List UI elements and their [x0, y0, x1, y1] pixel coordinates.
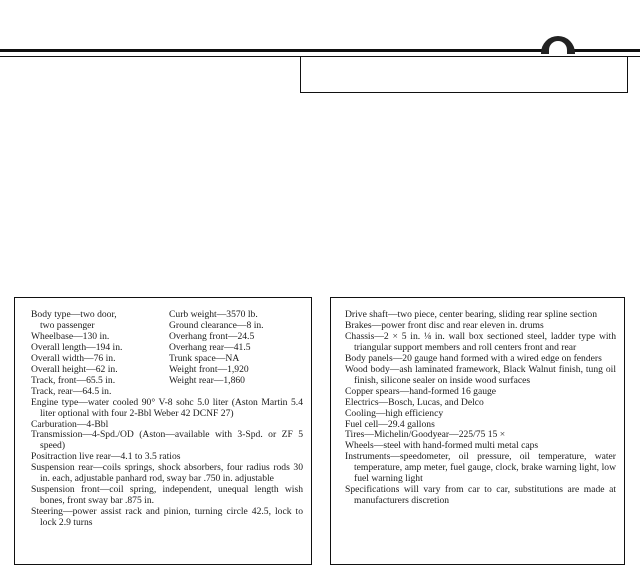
- spec-panel-left: [14, 297, 312, 565]
- spec-line: Wheelbase—130 in.: [31, 330, 110, 342]
- spec-item: Specifications will vary from car to car, substitutions are made at manufacturers discretion: [345, 484, 616, 507]
- spec-item: Fuel cell—29.4 gallons: [345, 418, 435, 430]
- spec-line: Overhang rear—41.5: [169, 341, 251, 353]
- spec-item: Chassis—2 × 5 in. ⅛ in. wall box sectioned steel, ladder type with triangular support members and roll centers front and rear: [345, 330, 616, 353]
- spec-line: Curb weight—3570 lb.: [169, 309, 258, 320]
- spec-item: Track, rear—64.5 in.: [31, 385, 112, 397]
- spec-item: Transmission—4-Spd./OD (Aston—available with 3-Spd. or ZF 5 speed): [31, 429, 303, 452]
- emblem-icon: [541, 36, 575, 54]
- dimension-column-right: [169, 310, 303, 387]
- spec-item: Engine type—water cooled 90° V-8 sohc 5.0 liter (Aston Martin 5.4 liter optional with four 2-Bbl Weber 42 DCNF 27): [31, 396, 303, 419]
- spec-item: Steering—power assist rack and pinion, turning circle 42.5, lock to lock 2.9 turns: [31, 506, 303, 529]
- caption-box: [300, 56, 628, 93]
- spec-line: Overall height—62 in.: [31, 363, 118, 375]
- spec-item: Copper spears—hand-formed 16 gauge: [345, 385, 497, 397]
- dimension-column-left: [31, 310, 169, 387]
- spec-line: Body type—two door,: [31, 309, 117, 320]
- spec-item: Electrics—Bosch, Lucas, and Delco: [345, 396, 484, 408]
- spec-item: Carburation—4-Bbl: [31, 418, 109, 430]
- spec-item: Instruments—speedometer, oil pressure, oil temperature, water temperature, amp meter, fuel gauge, clock, brake warning light, low fuel warning light: [345, 451, 616, 485]
- spec-item: Wheels—steel with hand-formed multi metal caps: [345, 440, 539, 452]
- spec-line: Ground clearance—8 in.: [169, 319, 264, 331]
- spec-item: Suspension rear—coils springs, shock absorbers, four radius rods 30 in. each, adjustable panhard rod, sway bar .750 in. adjustable: [31, 462, 303, 485]
- spec-line: two passenger: [40, 319, 95, 331]
- dimension-table: [31, 310, 303, 387]
- spec-line: Trunk space—NA: [169, 352, 240, 364]
- spec-line: Overall length—194 in.: [31, 341, 123, 353]
- spec-item: Brakes—power front disc and rear eleven in. drums: [345, 319, 544, 331]
- spec-line: Overhang front—24.5: [169, 330, 255, 342]
- spec-line: Track, front—65.5 in.: [31, 374, 116, 386]
- spec-item: Positraction live rear—4.1 to 3.5 ratios: [31, 451, 181, 463]
- spec-item: Tires—Michelin/Goodyear—225/75 15 ×: [345, 429, 506, 441]
- spec-line: Weight rear—1,860: [169, 374, 245, 386]
- spec-item: Wood body—ash laminated framework, Black Walnut finish, tung oil finish, silicone sealer on inside wood surfaces: [345, 363, 616, 386]
- spec-line: Overall width—76 in.: [31, 352, 116, 364]
- spec-item: Suspension front—coil spring, independent, unequal length wish bones, front sway bar .875 in.: [31, 484, 303, 507]
- spec-panel-right: [330, 297, 625, 565]
- spec-item: Cooling—high efficiency: [345, 407, 444, 419]
- spec-item: Drive shaft—two piece, center bearing, sliding rear spline section: [345, 309, 598, 320]
- spec-item: Body panels—20 gauge hand formed with a wired edge on fenders: [345, 352, 602, 364]
- spec-line: Weight front—1,920: [169, 363, 249, 375]
